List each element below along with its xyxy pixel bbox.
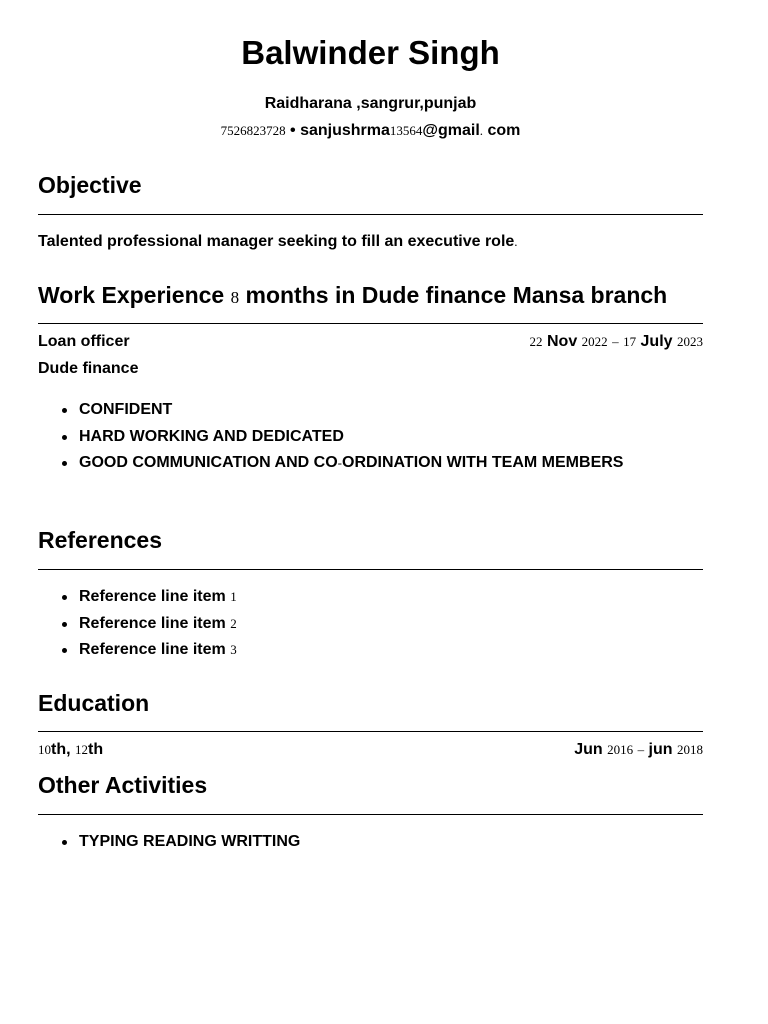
- job-start-year: 2022: [581, 334, 608, 349]
- bullet-part: GOOD COMMUNICATION AND CO: [79, 454, 338, 471]
- education-level-suffix: th,: [51, 741, 71, 758]
- email-domain: @gmail: [422, 122, 480, 139]
- reference-number: 2: [230, 615, 237, 631]
- objective-text: [38, 232, 518, 252]
- email-digits: 13564: [389, 123, 423, 138]
- education-end-year: 2018: [677, 742, 703, 757]
- work-experience-heading: [38, 281, 667, 312]
- candidate-name: Balwinder Singh: [241, 34, 500, 71]
- education-level-number: 10: [38, 742, 51, 757]
- list-item: [79, 584, 679, 611]
- resume-page: [38, 0, 703, 1024]
- contact-separator: •: [290, 122, 296, 139]
- objective-period: .: [514, 234, 518, 249]
- bullet-hyphen: -: [337, 455, 342, 470]
- email-dot: .: [479, 123, 484, 138]
- reference-label: Reference line item: [79, 614, 226, 632]
- contact-line: [38, 121, 703, 141]
- other-activities-heading: Other Activities: [38, 772, 208, 798]
- list-item: HARD WORKING AND DEDICATED: [79, 424, 679, 451]
- objective-sentence: Talented professional manager seeking to fill an executive role: [38, 233, 515, 250]
- job-company: Dude finance: [38, 360, 139, 377]
- education-level-suffix: th: [88, 741, 104, 758]
- activities-divider: [38, 814, 703, 815]
- job-end-day: 17: [623, 334, 637, 349]
- education-levels: [38, 740, 103, 760]
- reference-label: Reference line item: [79, 641, 226, 658]
- list-item: [79, 450, 679, 477]
- reference-label: Reference line item: [79, 588, 226, 605]
- references-heading: References: [38, 527, 163, 553]
- objective-divider: [38, 214, 703, 215]
- education-start-year: 2016: [607, 742, 634, 757]
- list-item: TYPING READING WRITTING: [79, 829, 679, 856]
- education-end-month: jun: [648, 741, 673, 758]
- list-item: CONFIDENT: [79, 397, 679, 424]
- education-divider: [38, 731, 703, 732]
- job-date-dash: –: [612, 334, 619, 349]
- list-item: [79, 637, 679, 664]
- job-end-year: 2023: [677, 334, 703, 349]
- list-item: [79, 611, 679, 638]
- education-start-month: Jun: [574, 741, 603, 758]
- work-divider: [38, 323, 703, 324]
- activities-list: [38, 829, 679, 856]
- email-address: [300, 122, 520, 139]
- reference-number: 1: [230, 589, 237, 604]
- work-duration-text: months in Dude finance Mansa branch: [245, 282, 668, 308]
- reference-number: 3: [230, 642, 237, 657]
- email-tld: com: [487, 122, 521, 139]
- email-user: sanjushrma: [300, 122, 390, 139]
- bullet-part: ORDINATION WITH TEAM MEMBERS: [342, 454, 624, 471]
- work-duration-number: 8: [230, 288, 240, 307]
- job-end-month: July: [640, 333, 673, 350]
- job-role: Loan officer: [38, 333, 130, 350]
- job-skills-list: [38, 397, 679, 477]
- job-start-month: Nov: [546, 333, 578, 350]
- education-heading: Education: [38, 690, 150, 716]
- references-list: [38, 584, 679, 664]
- education-level-number: 12: [75, 742, 88, 757]
- references-divider: [38, 569, 703, 570]
- education-dates: [574, 740, 703, 760]
- job-dates: [530, 332, 703, 352]
- phone-number: 7526823728: [220, 123, 286, 138]
- work-experience-title: Work Experience: [38, 282, 225, 308]
- candidate-address: Raidharana ,sangrur,punjab: [264, 95, 477, 112]
- job-start-day: 22: [529, 334, 543, 349]
- objective-heading: Objective: [38, 172, 142, 198]
- education-date-dash: –: [637, 742, 645, 757]
